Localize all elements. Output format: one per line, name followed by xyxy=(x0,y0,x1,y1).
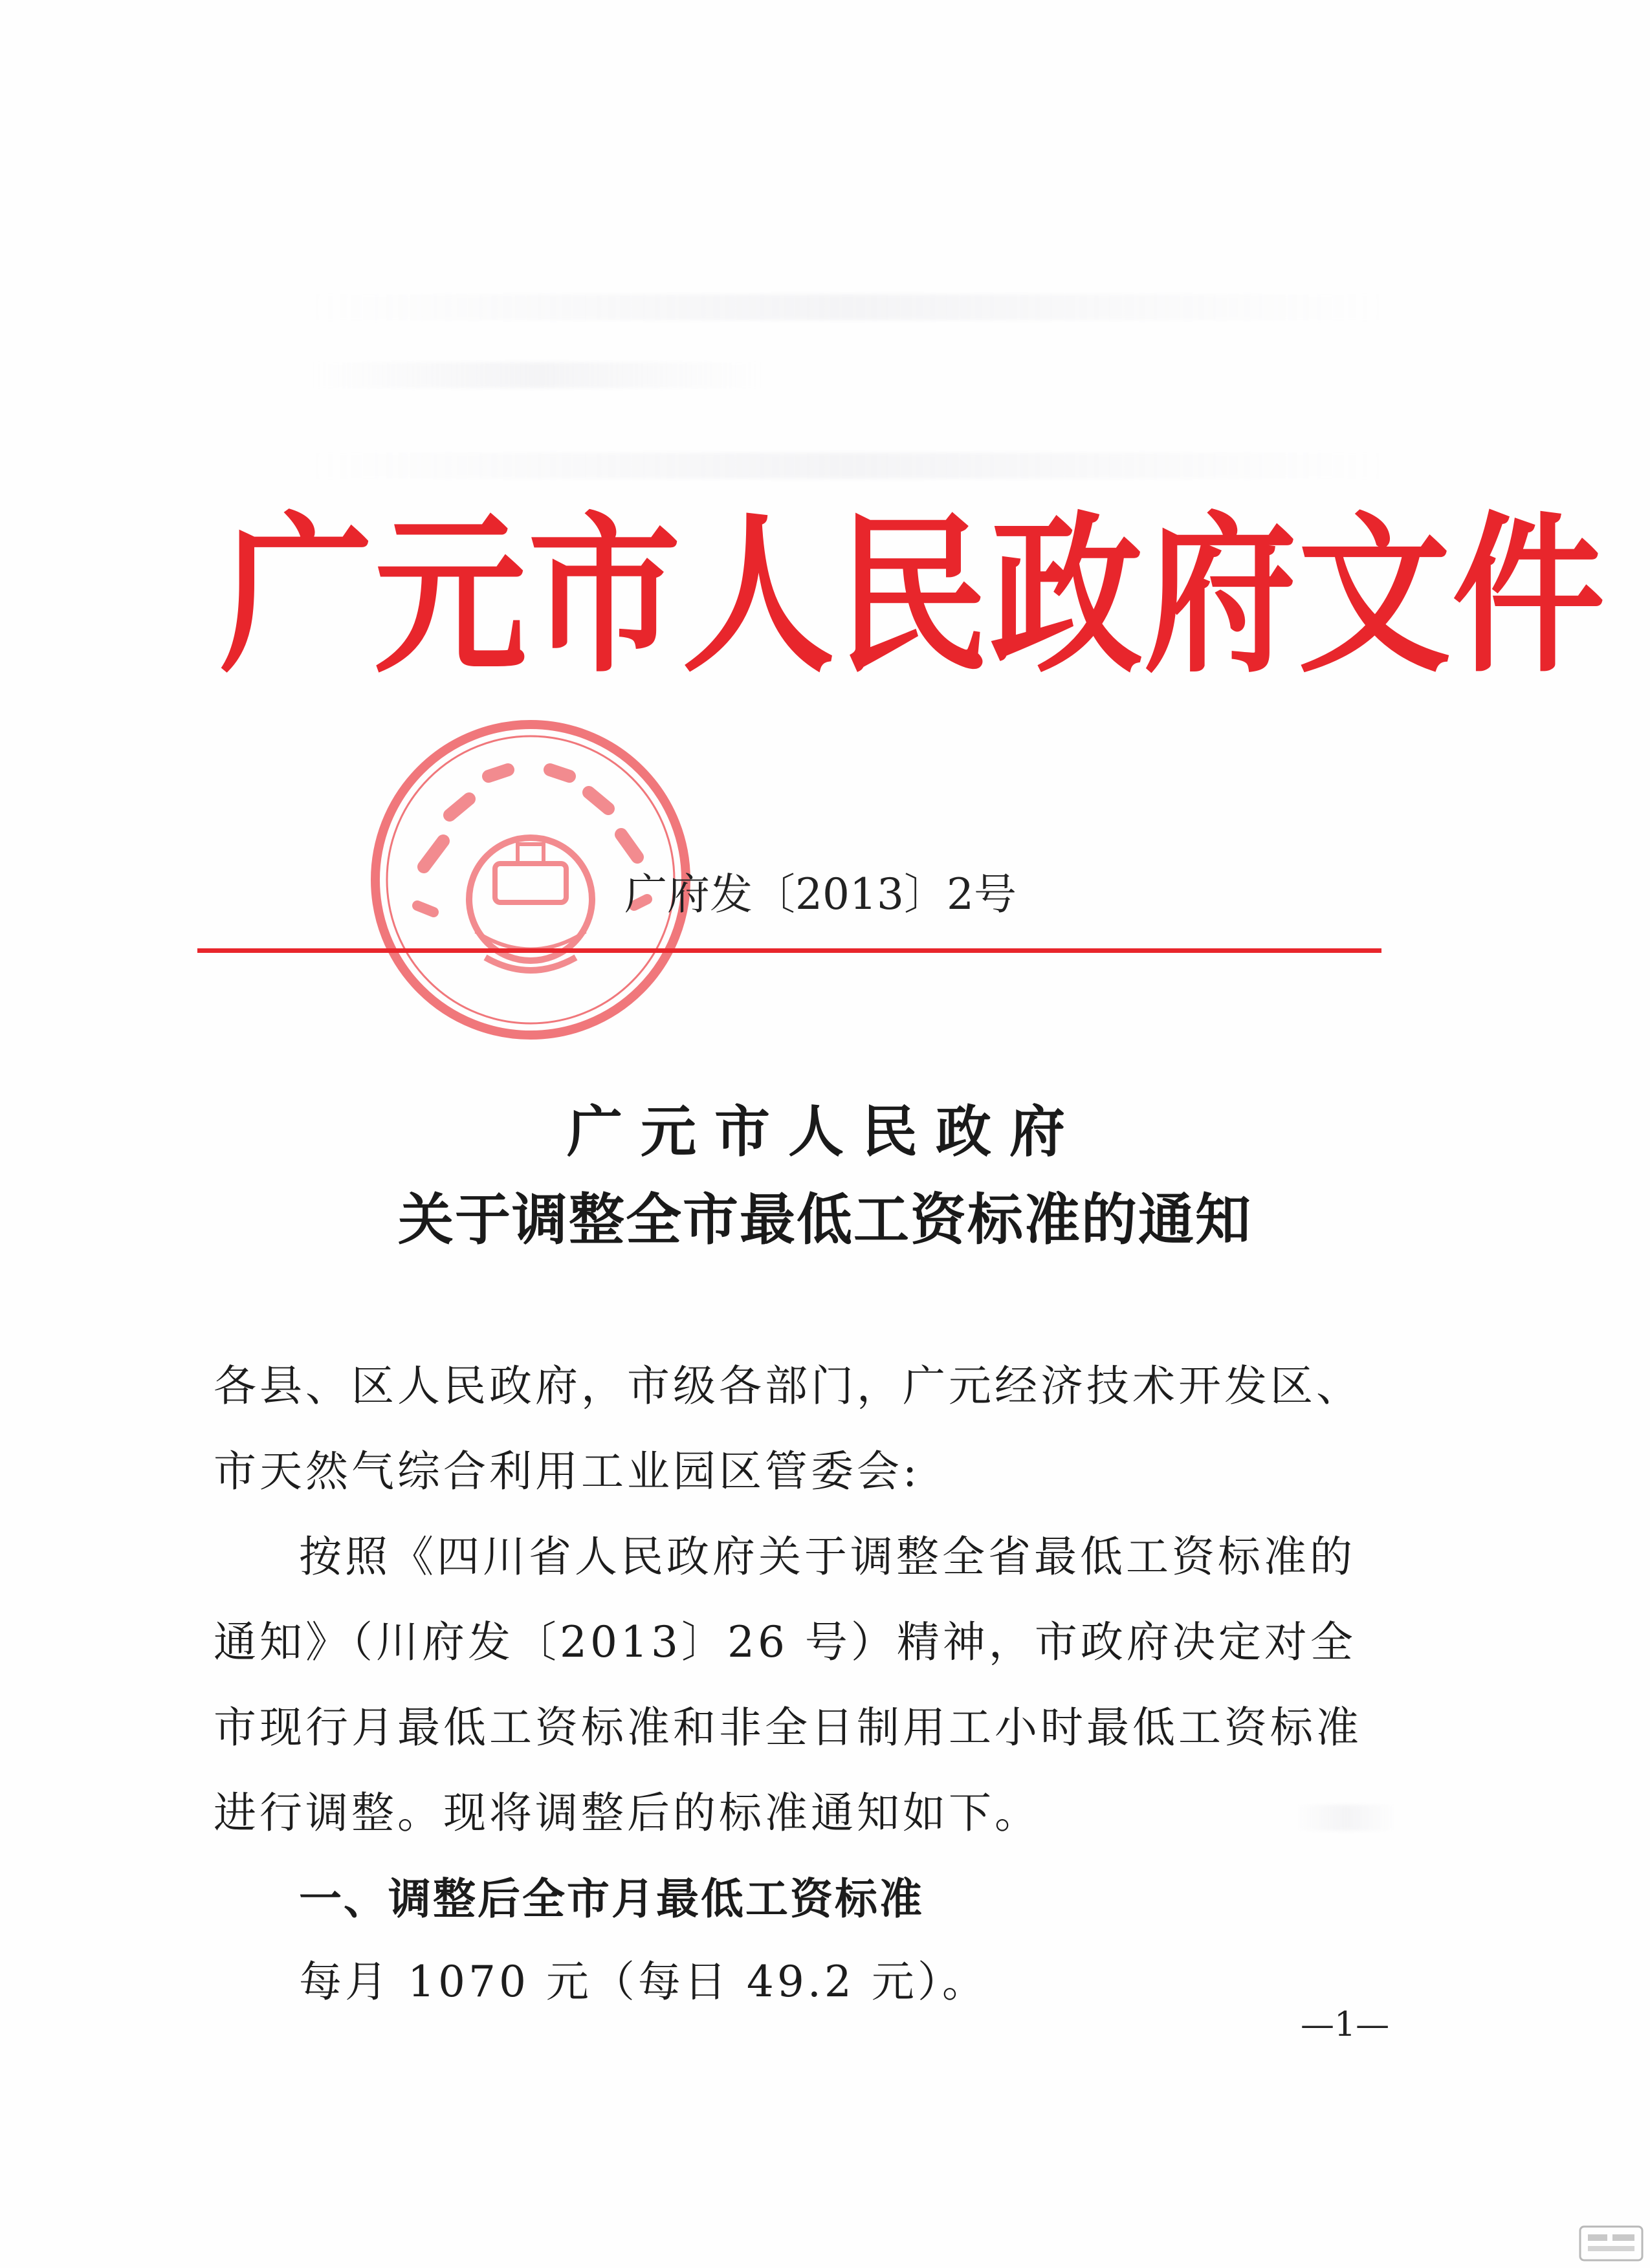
bleed-through-line xyxy=(311,294,1385,320)
bleed-through-line xyxy=(311,453,1385,479)
addressees-paragraph: 各县、区人民政府，市级各部门，广元经济技术开发区、市天然气综合利用工业园区管委会: xyxy=(214,1361,1362,1496)
page-number: —1— xyxy=(1301,2005,1390,2044)
section-1-heading: 一、调整后全市月最低工资标准 xyxy=(299,1874,924,1924)
issuer-banner: 广元市人民政府文件 xyxy=(220,494,1607,696)
document-title-issuer: 广元市人民政府 xyxy=(567,1099,1083,1164)
document-number: 广府发〔2013〕2号 xyxy=(624,869,1017,919)
site-watermark-icon xyxy=(1579,2225,1644,2262)
intro-paragraph: 按照《四川省人民政府关于调整全省最低工资标准的通知》（川府发〔2013〕26 号）精神，市政府决定对全市现行月最低工资标准和非全日制用工小时最低工资标准进行调整。现将调整后的标准通知如下。 xyxy=(214,1532,1362,1838)
red-separator-line xyxy=(197,948,1381,953)
section-1-text: 每月 1070 元（每日 49.2 元）。 xyxy=(299,1957,988,2007)
bleed-through-line xyxy=(311,362,764,388)
document-title-subject: 关于调整全市最低工资标准的通知 xyxy=(398,1187,1252,1252)
